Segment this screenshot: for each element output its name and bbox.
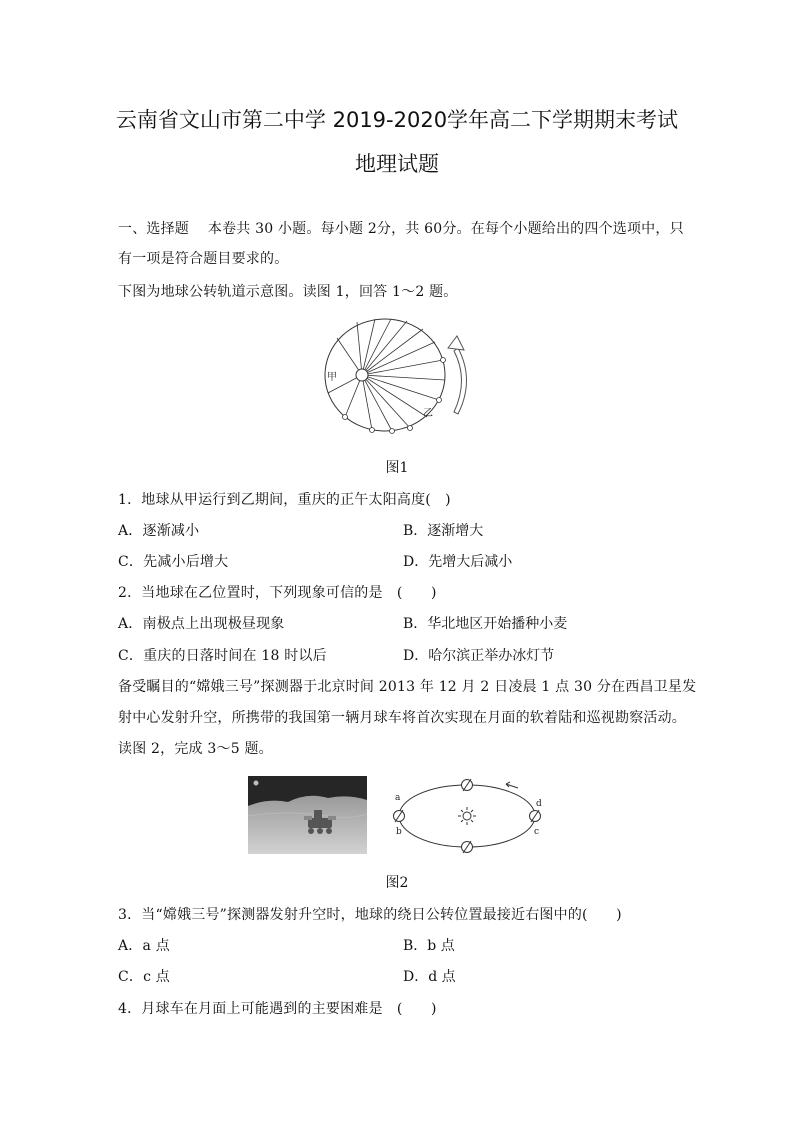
fig2-point-a: a bbox=[395, 793, 401, 803]
q1-stem: 1．地球从甲运行到乙期间，重庆的正午太阳高度( ) bbox=[118, 492, 451, 508]
intro-fig2-line3: 读图 2，完成 3～5 题。 bbox=[118, 741, 273, 757]
q1-option-d: D．先增大后减小 bbox=[403, 554, 513, 570]
q2-stem: 2．当地球在乙位置时，下列现象可信的是 ( ) bbox=[118, 585, 437, 601]
fig2-point-d: d bbox=[536, 799, 542, 809]
q1-option-a: A．逐渐减小 bbox=[118, 523, 200, 539]
figure-1-caption: 图1 bbox=[385, 460, 409, 476]
fig2-point-c: c bbox=[534, 827, 540, 837]
figure-2-caption: 图2 bbox=[385, 875, 409, 891]
q2-option-c: C．重庆的日落时间在 18 时以后 bbox=[118, 648, 327, 664]
fig1-label-jia: 甲 bbox=[327, 372, 337, 383]
q2-option-a: A．南极点上出现极昼现象 bbox=[118, 616, 285, 632]
figure-1-orbit-diagram bbox=[315, 318, 480, 448]
section-instructions-line1: 一、选择题 本卷共 30 小题。每小题 2分，共 60分。在每个小题给出的四个选项中，只 bbox=[118, 221, 684, 237]
q3-option-a: A．a 点 bbox=[118, 938, 170, 954]
q1-option-c: C．先减小后增大 bbox=[118, 554, 229, 570]
q2-option-b: B．华北地区开始播种小麦 bbox=[403, 616, 568, 632]
q4-stem: 4．月球车在月面上可能遇到的主要困难是 ( ) bbox=[118, 1001, 437, 1017]
q2-option-d: D．哈尔滨正举办冰灯节 bbox=[403, 648, 555, 664]
intro-fig1: 下图为地球公转轨道示意图。读图 1，回答 1～2 题。 bbox=[118, 284, 458, 300]
q3-option-b: B．b 点 bbox=[403, 938, 455, 954]
q3-option-c: C．c 点 bbox=[118, 969, 171, 985]
page-title: 云南省文山市第二中学 2019-2020学年高二下学期期末考试 bbox=[115, 108, 679, 132]
fig2-point-b: b bbox=[396, 827, 402, 837]
q3-stem: 3．当“嫦娥三号”探测器发射升空时，地球的绕日公转位置最接近右图中的( ) bbox=[118, 907, 622, 923]
figure-2-orbit-diagram bbox=[390, 776, 550, 856]
intro-fig2-line1: 备受瞩目的“嫦娥三号”探测器于北京时间 2013 年 12 月 2 日凌晨 1 点 30 分在西昌卫星发 bbox=[118, 679, 697, 695]
intro-fig2-line2: 射中心发射升空，所携带的我国第一辆月球车将首次实现在月面的软着陆和巡视勘察活动。 bbox=[118, 710, 686, 726]
q3-option-d: D．d 点 bbox=[403, 969, 456, 985]
figure-2-lunar-rover-photo bbox=[248, 776, 367, 854]
page-subtitle: 地理试题 bbox=[355, 152, 439, 176]
section-instructions-line2: 有一项是符合题目要求的。 bbox=[118, 251, 289, 267]
sun-icon bbox=[458, 807, 476, 825]
q1-option-b: B．逐渐增大 bbox=[403, 523, 484, 539]
fig1-label-yi: 乙 bbox=[423, 408, 433, 419]
